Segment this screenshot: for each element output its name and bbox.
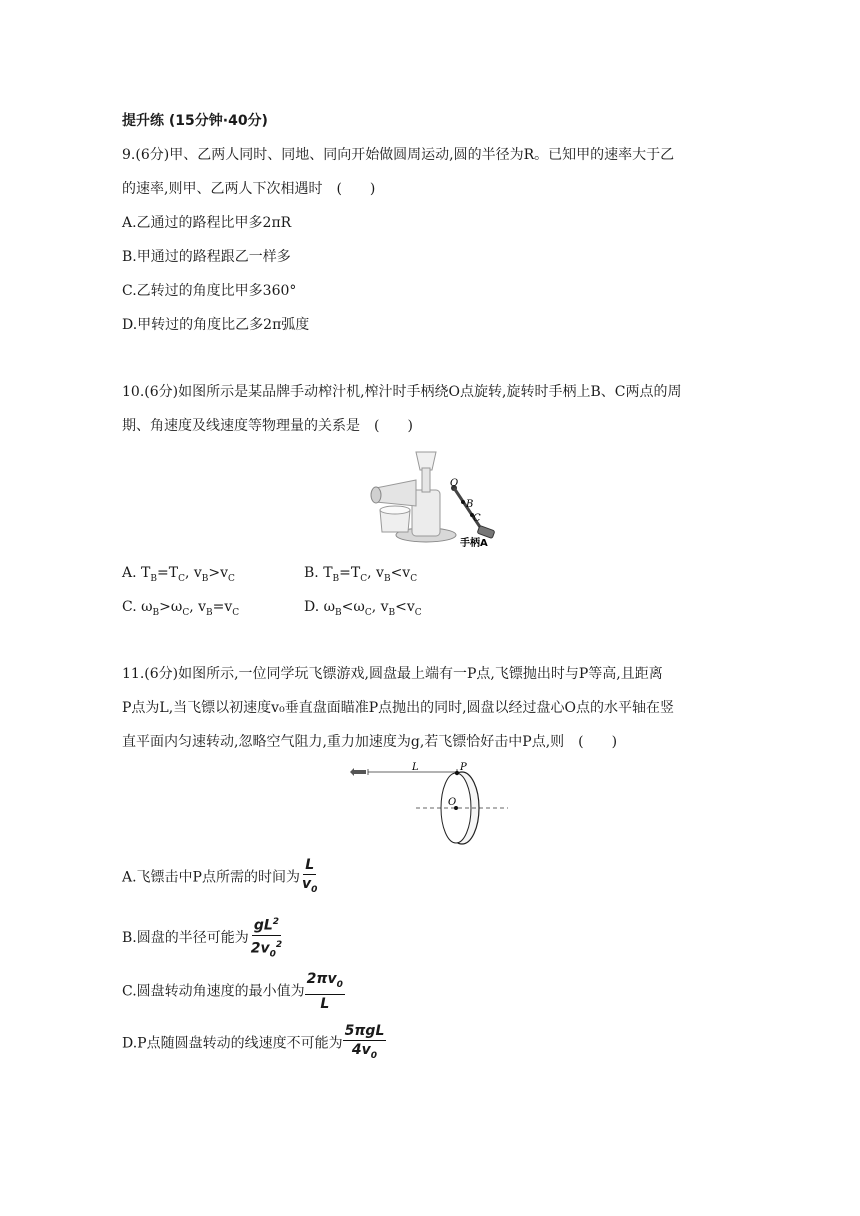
- label-o: O: [450, 478, 459, 489]
- q10-stem-line1: 10.(6分)如图所示是某品牌手动榨汁机,榨汁时手柄绕O点旋转,旋转时手柄上B、C两点的周: [122, 384, 682, 400]
- q11-option-a-text: A.飞镖击中P点所需的时间为: [122, 869, 300, 886]
- juicer-figure: [366, 440, 516, 552]
- q11-option-b-text: B.圆盘的半径可能为: [122, 930, 249, 947]
- q9-stem-line2: 的速率,则甲、乙两人下次相遇时 ( ): [122, 181, 376, 197]
- fraction-d: $\frac{\text{5πgL}}{4v_0}$: [344, 1023, 385, 1061]
- q11-stem-line2: P点为L,当飞镖以初速度v₀垂直盘面瞄准P点抛出的同时,圆盘以经过盘心O点的水平轴在竖: [122, 700, 675, 716]
- fraction-a: $\frac{L}{v_0}$: [301, 857, 318, 895]
- q9-option-b: B.甲通过的路程跟乙一样多: [122, 249, 291, 265]
- q11-option-a: [122, 856, 319, 899]
- q9-stem-line1: 9.(6分)甲、乙两人同时、同地、同向开始做圆周运动,圆的半径为R。已知甲的速率大于乙: [122, 147, 675, 163]
- q9-option-d: D.甲转过的角度比乙多2π弧度: [122, 317, 310, 333]
- q11-option-d: [122, 1022, 386, 1065]
- section-title: 提升练 (15分钟·40分): [122, 113, 268, 129]
- fraction-c: $\frac{2\pi v_0}{L}$: [306, 971, 343, 1012]
- q11-stem-line3: 直平面内匀速转动,忽略空气阻力,重力加速度为g,若飞镖恰好击中P点,则 ( ): [122, 734, 618, 750]
- fraction-b: $\frac{gL^2}{2v_0^2}$: [249, 913, 284, 963]
- q10-option-c: C. $\omega_B>\omega_C$, $v_B=v_C$: [122, 599, 240, 618]
- label-o: O: [448, 797, 457, 808]
- q10-option-b: B. $T_B=T_C$, $v_B<v_C$: [304, 565, 418, 584]
- q10-option-a: A. $T_B=T_C$, $v_B>v_C$: [122, 565, 235, 584]
- q9-option-a: A.乙通过的路程比甲多2πR: [122, 215, 292, 231]
- q11-option-d-text: D.P点随圆盘转动的线速度不可能为: [122, 1035, 343, 1052]
- q11-option-b: [122, 913, 284, 963]
- label-b: B: [466, 499, 474, 510]
- q10-stem-line2: 期、角速度及线速度等物理量的关系是 ( ): [122, 418, 413, 434]
- dart-disc-figure: [350, 758, 520, 848]
- q11-option-c-text: C.圆盘转动角速度的最小值为: [122, 983, 305, 1000]
- q11-stem-line1: 11.(6分)如图所示,一位同学玩飞镖游戏,圆盘最上端有一P点,飞镖抛出时与P等高,且距离: [122, 666, 663, 682]
- q9-option-c: C.乙转过的角度比甲多360°: [122, 283, 297, 299]
- label-l: L: [412, 762, 419, 773]
- q10-option-d: D. $\omega_B<\omega_C$, $v_B<v_C$: [304, 599, 422, 618]
- label-p: P: [460, 762, 467, 773]
- label-handle: 手柄A: [460, 538, 488, 549]
- q11-option-c: [122, 970, 345, 1013]
- label-c: C: [473, 513, 481, 524]
